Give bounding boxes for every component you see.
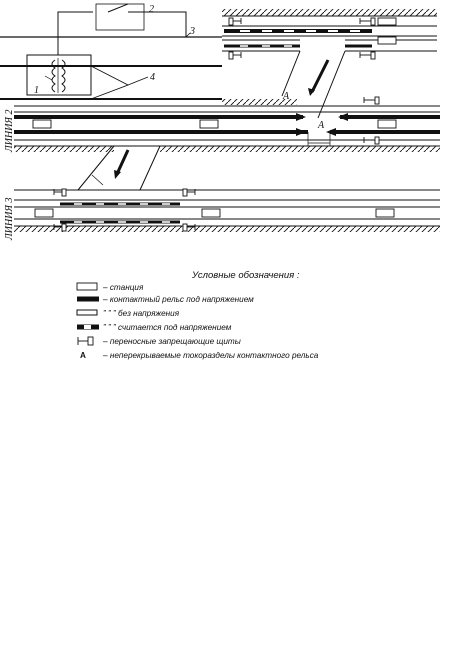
legend-item-considered: ” ” ” считается под напряжением xyxy=(103,323,232,332)
upper-right-tracks xyxy=(222,9,437,118)
line-3-label: ЛИНИЯ 3 xyxy=(4,197,15,240)
station-icon xyxy=(378,37,396,44)
legend xyxy=(77,270,319,360)
barrier-icon xyxy=(364,97,379,104)
label-1: 1 xyxy=(34,85,39,96)
legend-letter-a: A xyxy=(80,351,86,360)
switch-icon xyxy=(108,4,128,12)
label-4: 4 xyxy=(150,72,155,83)
switch-box xyxy=(96,4,144,30)
station-icon xyxy=(77,283,97,290)
legend-item-barrier: – переносные запрещающие щиты xyxy=(103,337,241,346)
legend-title: Условные обозначения : xyxy=(192,270,300,281)
barrier-icon xyxy=(229,52,241,59)
station-icon xyxy=(200,120,218,128)
barrier-icon xyxy=(360,18,375,25)
station-icon xyxy=(378,18,396,25)
barrier-icon xyxy=(229,18,241,25)
label-a-line2: A xyxy=(318,120,325,131)
station-icon xyxy=(378,120,396,128)
legend-item-station: – станция xyxy=(103,283,144,292)
station-icon xyxy=(35,209,53,217)
line-3-tracks xyxy=(14,189,440,232)
label-3: 3 xyxy=(190,26,195,37)
barrier-icon xyxy=(78,337,93,345)
deenergized-rail-icon xyxy=(77,310,97,315)
station-icon xyxy=(202,209,220,217)
legend-item-gap: – неперекрываемые токоразделы контактного рельса xyxy=(103,351,319,360)
legend-item-energized: – контактный рельс под напряжением xyxy=(103,295,254,304)
barrier-icon xyxy=(360,52,375,59)
legend-item-deenergized: ” ” ” без напряжения xyxy=(103,309,180,318)
label-a-top: A xyxy=(283,91,290,102)
line-2-tracks xyxy=(14,97,440,190)
station-icon xyxy=(33,120,51,128)
line-2-label: ЛИНИЯ 2 xyxy=(4,109,15,152)
station-icon xyxy=(376,209,394,217)
label-2: 2 xyxy=(149,4,154,15)
transformer-icon xyxy=(52,58,65,93)
considered-energized-rail-icon xyxy=(77,325,99,329)
